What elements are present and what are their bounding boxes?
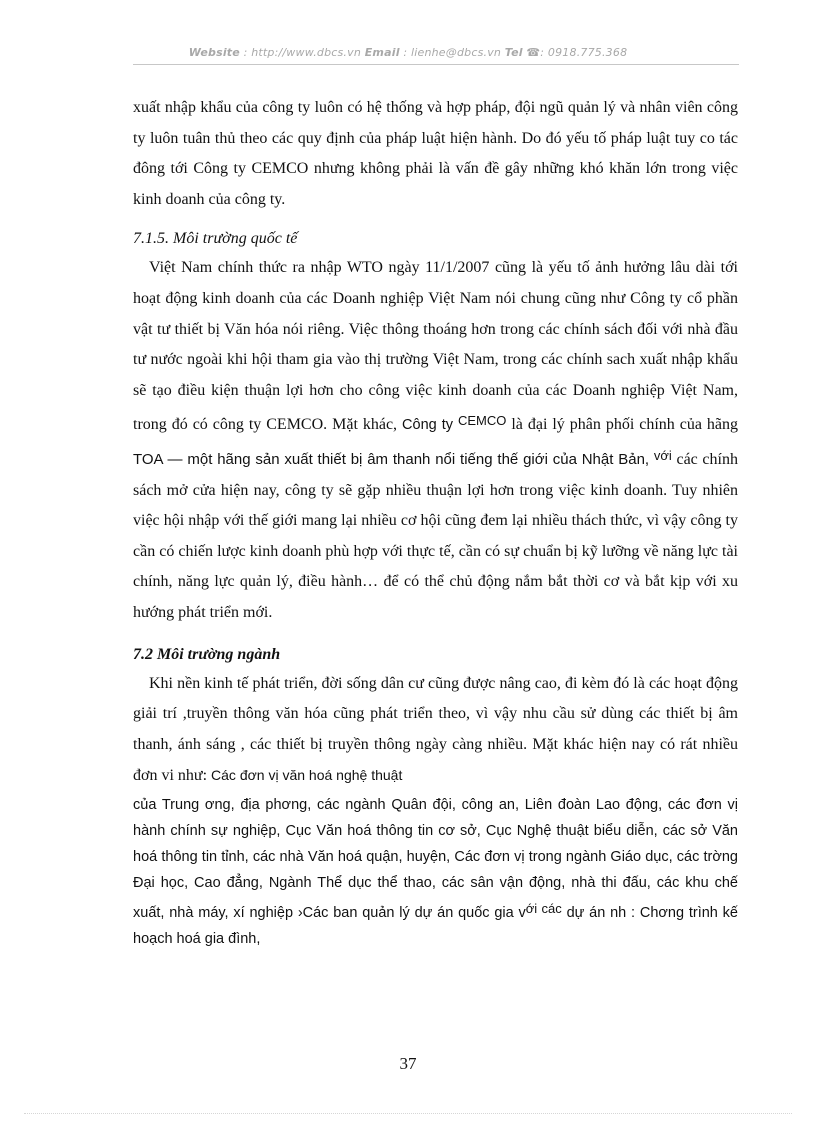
- paragraph-international-environment: [133, 253, 738, 628]
- page-header: [0, 46, 816, 59]
- paragraph-industry-units: [133, 792, 738, 952]
- header-divider: [133, 64, 739, 65]
- para3-text-b: Các đơn vị văn hoá nghệ thuật: [211, 767, 403, 784]
- para2-cemco: CEMCO: [457, 413, 507, 429]
- para2-text-b: Công ty: [402, 417, 458, 434]
- heading-7-2: 7.2 Môi trường ngành: [133, 645, 281, 663]
- paragraph-legal-factor: xuất nhập khẩu của công ty luôn có hệ thống và hợp pháp, đội ngũ quản lý và nhân viên công ty luôn tuân thủ theo các quy định của pháp luật hiện hành. Do đó yếu tố pháp luật tuy co tác đông tới Công ty CEMCO nhưng không phải là vấn đề gây những khó khăn lớn trong việc kinh doanh của công ty.: [133, 99, 738, 208]
- website-value: : http://www.dbcs.vn: [239, 46, 365, 59]
- para3-text-c: của Trung ơng, địa phơng, các ngành Quân đội, công an, Liên đoàn Lao động, các đơn vị hành chính sự nghiệp, Cục Văn hoá thông tin cơ sở, Cục Nghệ thuật biểu diễn, các sở Văn hoá thông tin tỉnh, các nhà Văn hoá quận, huyện, Các đơn vị trong ngành Giáo dục, các trờng Đại học, Cao đẳng, Ngành Thể dục thể thao, các sân vận động, nhà thi đấu, các khu chế xuất, nhà máy, xí nghiệp ›Các ban quản lý dự án quốc gia v: [133, 796, 738, 921]
- tel-value: ☎: 0918.775.368: [522, 46, 628, 59]
- paragraph-industry-environment: [133, 669, 738, 792]
- para2-text-a: Việt Nam chính thức ra nhập WTO ngày 11/1/2007 cũng là yếu tố ảnh hưởng lâu dài tới hoạt động kinh doanh của các Doanh nghiệp Việt Nam nói chung cũng như Công ty cổ phần vật tư thiết bị Văn hóa nói riêng. Việc thông thoáng hơn trong các chính sách đối với nhà đầu tư nước ngoài khi hội tham gia vào thị trường Việt Nam, trong các chính sach xuất nhập khẩu sẽ tạo điều kiện thuận lợi hơn cho công việc kinh doanh của các Doanh nghiệp Việt Nam, trong đó có công ty CEMCO. Mặt khác,: [133, 259, 738, 434]
- para2-text-g: các chính sách mở cửa hiện nay, công ty sẽ gặp nhiều thuận lợi hơn trong việc kinh doanh. Tuy nhiên việc hội nhập với thế giới mang lại nhiều cơ hội cũng đem lại nhiều thách thức, vì vậy công ty cần có chiến lược kinh doanh phù hợp với thực tế, cần có sự chuẩn bị kỹ lưỡng về năng lực tài chính, năng lực quản lý, điều hành… để có thể chủ động nắm bắt thời cơ và bắt kịp với xu hướng phát triển mới.: [133, 450, 738, 621]
- para2-voi: với: [653, 447, 672, 463]
- footer-divider: [24, 1113, 792, 1114]
- para2-text-e: TOA — một hãng sản xuất thiết bị âm thanh nổi tiếng thế giới của Nhật Bản,: [133, 450, 654, 468]
- para3-text-d: ới các: [525, 900, 562, 916]
- email-value: : lienhe@dbcs.vn: [399, 46, 505, 59]
- page-number: 37: [399, 1054, 417, 1073]
- heading-7-1-5: 7.1.5. Môi trường quốc tế: [133, 230, 298, 248]
- website-label: Website: [188, 46, 240, 59]
- para3-text-a: Khi nền kinh tế phát triển, đời sống dân cư cũng được nâng cao, đi kèm đó là các hoạt động giải trí ,truyền thông văn hóa cũng phát triển theo, vì vậy nhu cầu sử dùng các thiết bị âm thanh, ánh sáng , các thiết bị truyền thông ngày càng nhiều. Mặt khác hiện nay có rát nhiều đơn vi như:: [133, 674, 738, 785]
- tel-label: Tel: [504, 46, 523, 59]
- email-label: Email: [364, 46, 400, 59]
- para3-text-e: dự án nh : Chơng trình kế hoạch hoá gia đình,: [133, 904, 738, 947]
- document-body: [133, 93, 738, 952]
- para2-text-d: là đại lý phân phối chính của hãng: [506, 416, 739, 434]
